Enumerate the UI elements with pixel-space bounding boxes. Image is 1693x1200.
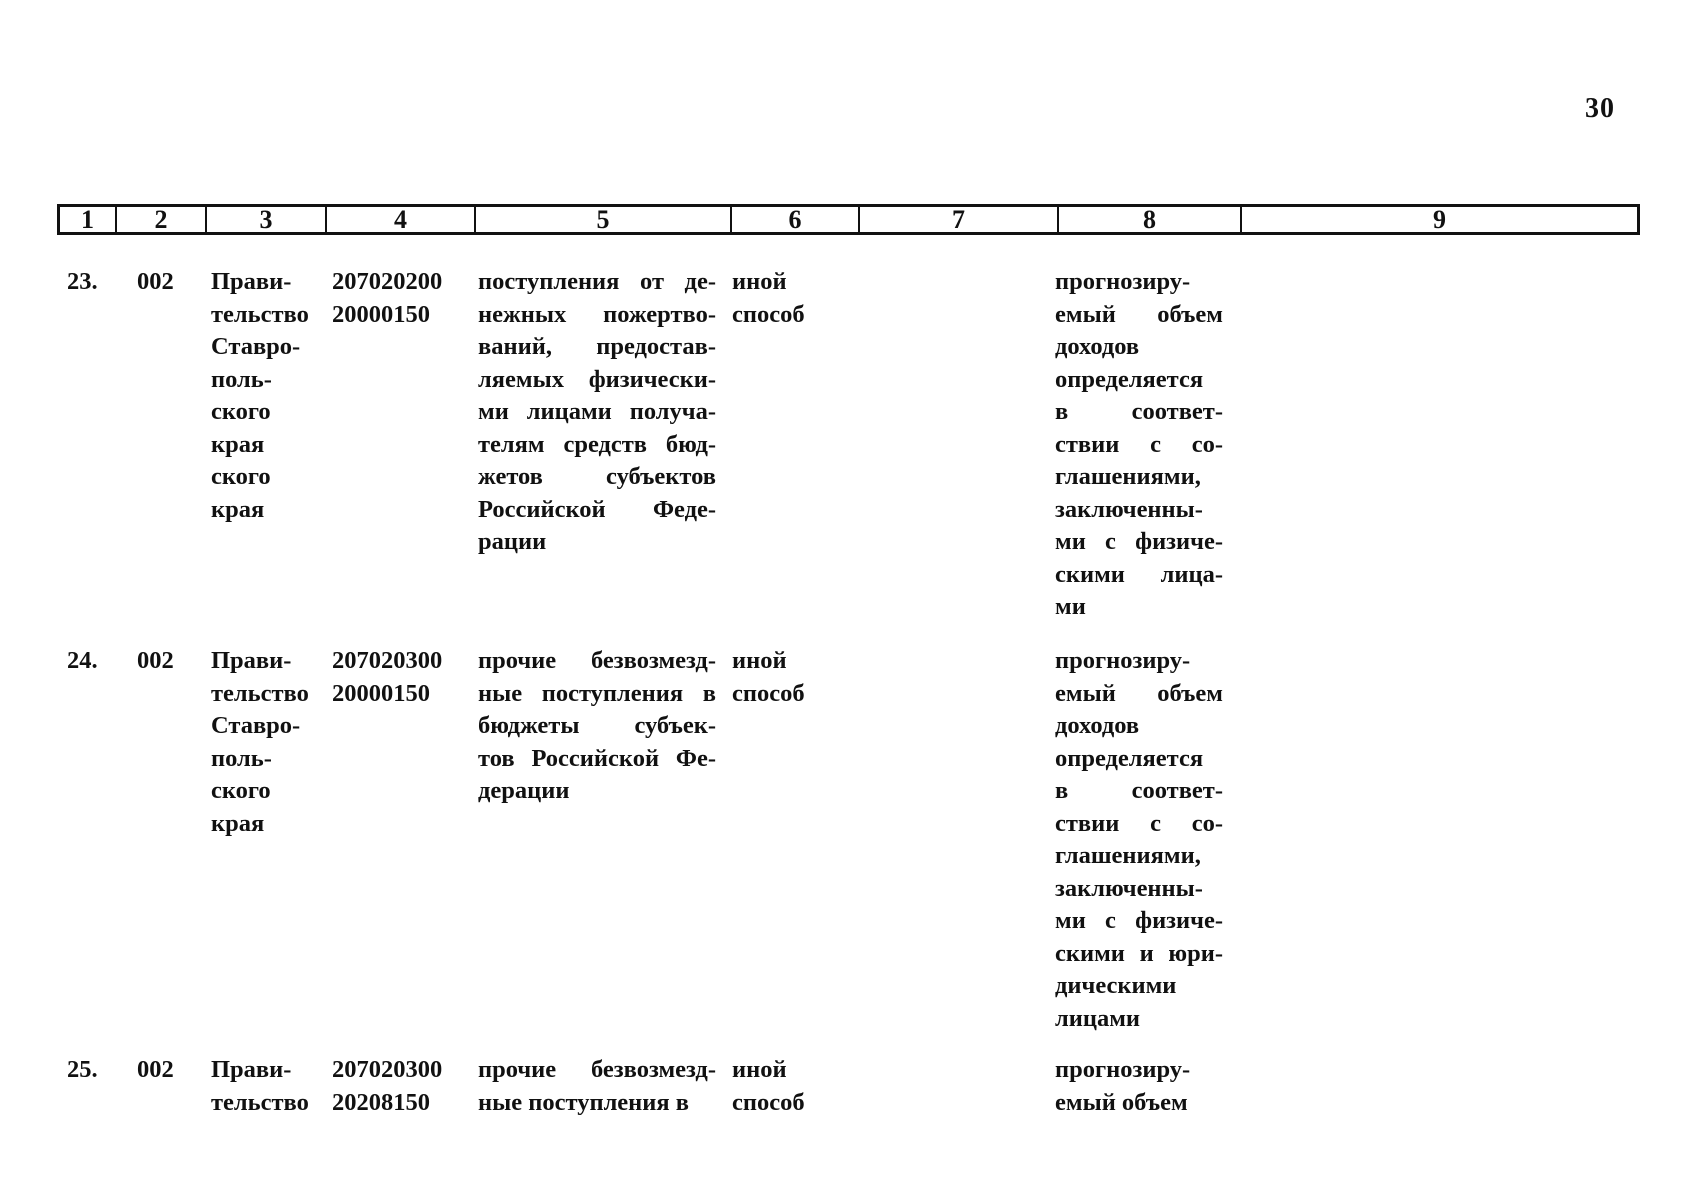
income-description-line: рации (478, 528, 547, 555)
administrator-name-line: края (211, 809, 265, 837)
calculation-algorithm-line: ствии с со- (1055, 809, 1223, 837)
budget-classification-code-line: 207020200 (332, 268, 443, 295)
administrator-name-line: ского (211, 463, 271, 490)
administrator-name-line: Ставро- (211, 333, 301, 360)
calculation-algorithm-line: емый объем (1055, 300, 1223, 328)
calculation-algorithm-line: лицами (1055, 1004, 1141, 1032)
budget-admin-code: 002 (137, 268, 174, 295)
column-number: 2 (154, 204, 168, 234)
row-number: 24. (67, 647, 98, 674)
budget-classification-code-line: 207020300 (332, 1056, 443, 1083)
income-description (478, 266, 716, 559)
forecast-method (732, 645, 852, 710)
administrator-name (211, 1054, 326, 1119)
budget-classification-code (332, 1054, 467, 1119)
income-description-line: ляемых физически- (478, 365, 716, 393)
administrator-name (211, 645, 326, 840)
calculation-algorithm-line: дическими (1055, 972, 1177, 999)
administrator-name-line: Прави- (211, 268, 292, 295)
administrator-name-line: ского (211, 777, 271, 804)
page-number: 30 (1585, 93, 1615, 124)
administrator-name-line: края (211, 495, 265, 523)
calculation-algorithm (1055, 645, 1223, 1035)
calculation-algorithm-line: определяется (1055, 744, 1204, 772)
income-description-line: прочие безвозмезд- (478, 1056, 716, 1083)
administrator-name-line: Ставро- (211, 712, 301, 739)
column-number: 3 (259, 204, 273, 234)
row-number: 23. (67, 268, 98, 295)
calculation-algorithm-line: ми (1055, 593, 1086, 620)
calculation-algorithm-line: глашениями, (1055, 842, 1201, 869)
income-description-line: нежных пожертво- (478, 300, 716, 328)
budget-admin-code: 002 (137, 647, 174, 674)
forecast-method-line: иной (732, 1056, 787, 1083)
forecast-method (732, 266, 852, 331)
calculation-algorithm-line: прогнозиру- (1055, 268, 1191, 295)
budget-classification-code-line: 207020300 (332, 647, 443, 674)
budget-admin-code: 002 (137, 1056, 174, 1083)
administrator-name-line: Прави- (211, 647, 292, 674)
calculation-algorithm-line: емый объем (1055, 1088, 1188, 1116)
column-number-header (57, 204, 1640, 235)
calculation-algorithm-line: глашениями, (1055, 463, 1201, 490)
forecast-method (732, 1054, 852, 1119)
calculation-algorithm-line: заключенны- (1055, 495, 1203, 523)
calculation-algorithm-line: в соответ- (1055, 777, 1223, 804)
administrator-name-line: края (211, 430, 265, 458)
income-description-line: бюджеты субъек- (478, 712, 716, 739)
administrator-name-line: поль- (211, 744, 272, 772)
column-number: 8 (1143, 204, 1156, 234)
administrator-name (211, 266, 326, 526)
income-description-line: ми лицами получа- (478, 398, 716, 425)
administrator-name-line: тельство (211, 300, 309, 328)
income-description-line: прочие безвозмезд- (478, 647, 716, 674)
calculation-algorithm-line: заключенны- (1055, 874, 1203, 902)
column-number: 7 (952, 204, 965, 234)
calculation-algorithm-line: ми с физиче- (1055, 528, 1223, 555)
income-description-line: Российской Феде- (478, 495, 716, 523)
column-number: 4 (394, 204, 407, 234)
calculation-algorithm-line: доходов (1055, 712, 1140, 739)
income-description-line: ные поступления в (478, 679, 716, 707)
calculation-algorithm-line: емый объем (1055, 679, 1223, 707)
column-number: 9 (1433, 204, 1446, 234)
budget-classification-code-line: 20208150 (332, 1088, 430, 1116)
forecast-method-line: иной (732, 268, 787, 295)
calculation-algorithm (1055, 266, 1223, 624)
column-number: 6 (788, 204, 802, 234)
column-number: 5 (596, 204, 610, 234)
calculation-algorithm-line: в соответ- (1055, 398, 1223, 425)
forecast-method-line: способ (732, 679, 805, 707)
calculation-algorithm-line: прогнозиру- (1055, 1056, 1191, 1083)
row-number: 25. (67, 1056, 98, 1083)
income-description-line: тов Российской Фе- (478, 744, 716, 772)
administrator-name-line: ского (211, 398, 271, 425)
calculation-algorithm-line: ми с физиче- (1055, 907, 1223, 934)
budget-classification-code-line: 20000150 (332, 679, 430, 707)
income-description-line: ваний, предостав- (478, 333, 716, 360)
income-description-line: дерации (478, 777, 570, 804)
income-description (478, 1054, 716, 1119)
forecast-method-line: способ (732, 300, 805, 328)
calculation-algorithm-line: скими лица- (1055, 560, 1223, 588)
income-description (478, 645, 716, 808)
administrator-name-line: поль- (211, 365, 272, 393)
income-description-line: телям средств бюд- (478, 430, 716, 458)
calculation-algorithm (1055, 1054, 1223, 1119)
calculation-algorithm-line: скими и юри- (1055, 939, 1223, 967)
column-number: 1 (81, 204, 94, 234)
income-description-line: поступления от де- (478, 268, 716, 295)
forecast-method-line: способ (732, 1088, 805, 1116)
budget-classification-code (332, 645, 467, 710)
administrator-name-line: тельство (211, 1088, 309, 1116)
income-description-line: ные поступления в (478, 1088, 690, 1116)
calculation-algorithm-line: ствии с со- (1055, 430, 1223, 458)
budget-classification-code (332, 266, 467, 331)
calculation-algorithm-line: доходов (1055, 333, 1140, 360)
calculation-algorithm-line: определяется (1055, 365, 1204, 393)
administrator-name-line: Прави- (211, 1056, 292, 1083)
forecast-method-line: иной (732, 647, 787, 674)
calculation-algorithm-line: прогнозиру- (1055, 647, 1191, 674)
budget-classification-code-line: 20000150 (332, 300, 430, 328)
income-description-line: жетов субъектов (478, 463, 716, 490)
administrator-name-line: тельство (211, 679, 309, 707)
